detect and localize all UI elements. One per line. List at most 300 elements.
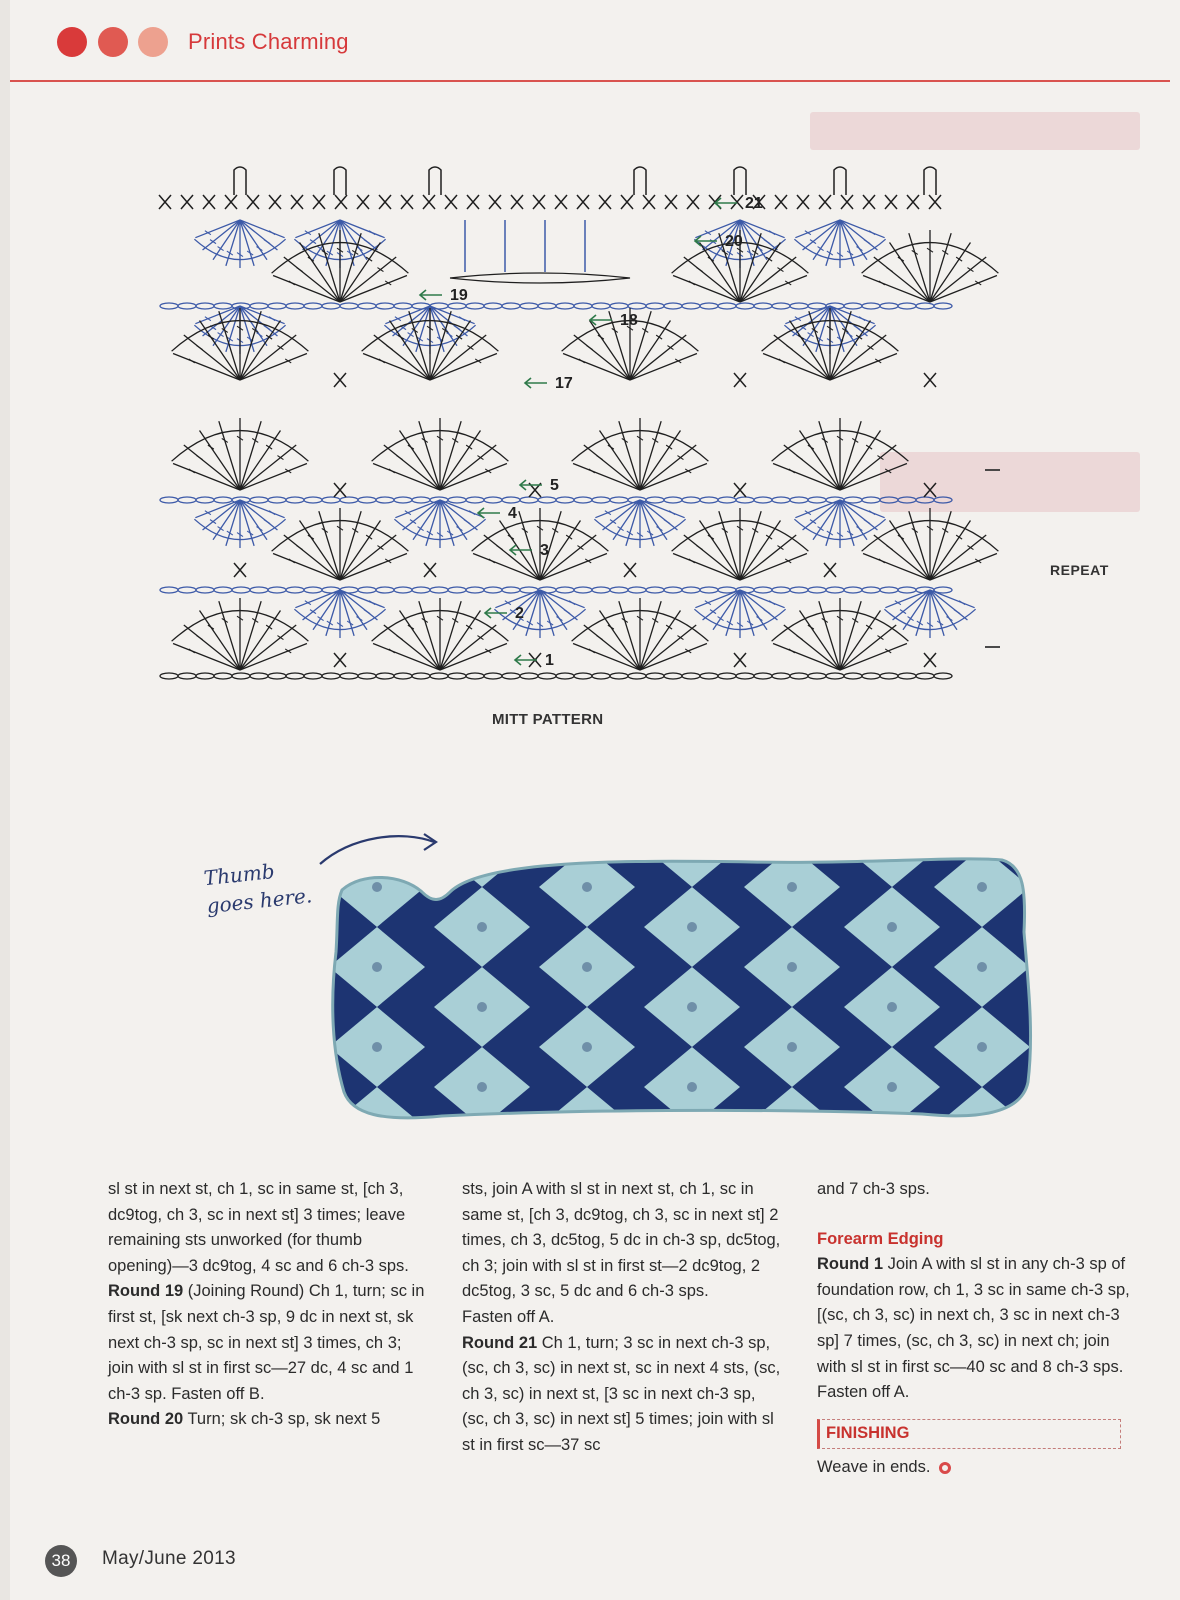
motif-center (477, 1082, 487, 1092)
chain-stitch (700, 673, 718, 679)
single-crochet-stitch (334, 373, 346, 387)
stitch-crossbar (956, 257, 962, 261)
double-crochet-stitch (640, 625, 696, 670)
chain-stitch (700, 303, 718, 309)
stitch-crossbar (218, 247, 224, 251)
single-crochet-stitch (203, 195, 215, 209)
single-crochet-stitch (665, 195, 677, 209)
chain-stitch (394, 673, 412, 679)
double-crochet-stitch (874, 535, 930, 580)
single-crochet-stitch (313, 195, 325, 209)
chain-stitch (358, 587, 376, 593)
double-crochet-stitch (893, 590, 930, 620)
chain-stitch (664, 303, 682, 309)
chain-stitch (250, 673, 268, 679)
motif-center (887, 1082, 897, 1092)
double-crochet-stitch (574, 335, 630, 380)
double-crochet-stitch (740, 257, 796, 302)
mitt-photo (322, 852, 1042, 1128)
chain-stitch (304, 497, 322, 503)
chain-stitch (520, 497, 538, 503)
double-crochet-stitch (240, 220, 277, 250)
motif-center (687, 922, 697, 932)
single-crochet-stitch (924, 483, 936, 497)
single-crochet-stitch (599, 195, 611, 209)
stitch-crossbar (764, 610, 770, 614)
double-crochet-stitch (400, 430, 440, 490)
double-crochet-stitch (273, 553, 340, 580)
double-crochet-stitch (374, 335, 430, 380)
row-direction-arrow (520, 480, 542, 490)
stitch-crossbar (297, 268, 303, 272)
stitch-crossbar (218, 333, 224, 337)
double-crochet-stitch (240, 445, 296, 490)
double-crochet-stitch (300, 242, 340, 302)
single-crochet-stitch (467, 195, 479, 209)
double-crochet-stitch (784, 625, 840, 670)
chain-stitch (358, 303, 376, 309)
double-crochet-stitch (640, 610, 680, 670)
chain-stitch (376, 587, 394, 593)
single-crochet-stitch (775, 195, 787, 209)
chain-stitch (322, 497, 340, 503)
chain-stitch (502, 587, 520, 593)
stitch-crossbar (364, 610, 370, 614)
stitch-crossbar (369, 231, 375, 235)
double-crochet-stitch (700, 520, 740, 580)
motif-center (787, 1122, 797, 1128)
double-crochet-stitch (430, 335, 486, 380)
chain-stitch (880, 303, 898, 309)
chain-stitch (736, 673, 754, 679)
header-dot-3 (138, 27, 168, 57)
double-crochet-stitch (673, 275, 740, 302)
double-crochet-stitch (400, 610, 440, 670)
chain-stitch (556, 497, 574, 503)
stitch-crossbar (397, 636, 403, 640)
chain-stitch (502, 497, 520, 503)
stitch-crossbar (318, 617, 324, 621)
chain-stitch (898, 587, 916, 593)
stitch-crossbar (466, 625, 472, 629)
stitch-crossbar (954, 610, 960, 614)
double-crochet-stitch (273, 275, 340, 302)
finishing-instruction: Weave in ends. (817, 1455, 1137, 1481)
motif-center (477, 922, 487, 932)
double-crochet-stitch (803, 500, 840, 530)
chain-stitch (646, 497, 664, 503)
double-crochet-stitch (640, 463, 707, 490)
row-direction-arrow (420, 290, 442, 300)
stitch-crossbar (256, 527, 262, 531)
chain-stitch (196, 673, 214, 679)
stitch-crossbar (269, 317, 275, 321)
chain-stitch (520, 673, 538, 679)
chain-stitch (376, 497, 394, 503)
thumb-note-line2: goes here. (205, 883, 314, 919)
chain-stitch (628, 673, 646, 679)
chain-stitch (268, 587, 286, 593)
instruction-paragraph: sts, join A with sl st in next st, ch 1, sc in same st, [ch 3, dc9tog, ch 3, sc in next st] 2 times, ch 3, dc5tog, 5 dc in ch-3 sp, dc5tog, ch 3; join with sl st in first st—2 dc9tog, 2 dc5tog, 3 sc, 5 dc and 6 ch-3 sps. (462, 1180, 781, 1301)
stitch-crossbar (269, 511, 275, 515)
stitch-crossbar (456, 527, 462, 531)
stitch-crossbar (418, 527, 424, 531)
single-crochet-stitch (269, 195, 281, 209)
double-crochet-stitch (573, 463, 640, 490)
stitch-crossbar (879, 559, 885, 563)
double-crochet-stitch (773, 463, 840, 490)
double-crochet-stitch (600, 430, 640, 490)
double-crochet-stitch (830, 353, 897, 380)
chain-stitch (268, 303, 286, 309)
motif-center (687, 1082, 697, 1092)
stitch-crossbar (787, 346, 793, 350)
chain-stitch (448, 587, 466, 593)
chain-stitch (808, 587, 826, 593)
single-crochet-stitch (687, 195, 699, 209)
chain-stitch (286, 303, 304, 309)
stitch-crossbar (689, 559, 695, 563)
row-number: 4 (508, 505, 517, 522)
chain-stitch (286, 497, 304, 503)
chain-stitch (844, 303, 862, 309)
stitch-diagram (150, 160, 1000, 700)
double-crochet-stitch (874, 257, 930, 302)
chain-stitch (790, 673, 808, 679)
stitch-crossbar (197, 346, 203, 350)
double-crochet-stitch (603, 500, 640, 530)
header-dot-2 (98, 27, 128, 57)
stitch-crossbar (818, 527, 824, 531)
chain-stitch (160, 303, 178, 309)
chain-stitch (610, 303, 628, 309)
chain-stitch (574, 497, 592, 503)
stitch-crossbar (779, 359, 785, 363)
chain-stitch (160, 587, 178, 593)
chain-stitch (160, 673, 178, 679)
double-crochet-stitch (340, 520, 380, 580)
stitch-crossbar (666, 445, 672, 449)
chain-stitch (196, 587, 214, 593)
double-crochet-stitch (563, 353, 630, 380)
chain-stitch (430, 587, 448, 593)
stitch-crossbar (566, 535, 572, 539)
double-crochet-stitch (703, 590, 740, 620)
double-crochet-stitch (863, 275, 930, 302)
chain-stitch (268, 673, 286, 679)
header-rule (10, 80, 1170, 82)
row-direction-arrow (478, 508, 500, 518)
stitch-crossbar (956, 535, 962, 539)
chain-stitch (448, 497, 466, 503)
motif-center (977, 1122, 987, 1128)
double-crochet-stitch (930, 590, 967, 620)
stitch-crossbar (789, 649, 795, 653)
stitch-crossbar (866, 625, 872, 629)
stitch-crossbar (718, 617, 724, 621)
header-dot-1 (57, 27, 87, 57)
stitch-crossbar (369, 601, 375, 605)
chain-stitch (556, 303, 574, 309)
single-crochet-stitch (423, 195, 435, 209)
chain-stitch (214, 303, 232, 309)
chain-stitch (682, 587, 700, 593)
double-crochet-stitch (240, 353, 307, 380)
chain-stitch (520, 303, 538, 309)
stitch-crossbar (959, 601, 965, 605)
thumb-note-line1: Thumb (202, 859, 276, 891)
stitch-crossbar (218, 527, 224, 531)
double-crochet-stitch (840, 430, 880, 490)
chain-stitch (628, 587, 646, 593)
stitch-crossbar (608, 625, 614, 629)
single-crochet-stitch (334, 483, 346, 497)
chain-stitch (502, 673, 520, 679)
chain-stitch (898, 673, 916, 679)
chain-stitch (934, 673, 952, 679)
round-label: Round 19 (108, 1282, 184, 1301)
diagram-caption: MITT PATTERN (492, 711, 604, 728)
double-crochet-stitch (840, 445, 896, 490)
stitch-crossbar (508, 535, 514, 539)
single-crochet-stitch (334, 653, 346, 667)
stitch-crossbar (289, 281, 295, 285)
forearm-edging-heading: Forearm Edging (817, 1229, 944, 1248)
double-crochet-stitch (630, 320, 670, 380)
row-number: 21 (745, 195, 763, 212)
single-crochet-stitch (577, 195, 589, 209)
double-crochet-stitch (340, 553, 407, 580)
motif-center (372, 1042, 382, 1052)
light-blue-motif (434, 1127, 530, 1128)
round-21-instruction: Round 21 Ch 1, turn; 3 sc in next ch-3 sp, (sc, ch 3, sc) in next st, sc in next 4 sts, (sc, ch 3, sc) in next st, [3 sc in next ch-3 sp, (sc, ch 3, sc) in next st] 5 times; join with sl st in first sc—37 sc (462, 1333, 781, 1454)
stitch-crossbar (469, 511, 475, 515)
cluster-stitch (834, 167, 846, 195)
instruction-paragraph: sl st in next st, ch 1, sc in same st, [ch 3, dc9tog, ch 3, sc in next st] 3 times; leave remaining sts unworked (for thumb opening)—3 dc9tog, 4 sc and 6 ch-3 sps. (108, 1180, 409, 1275)
double-crochet-stitch (440, 445, 496, 490)
page-gutter (0, 0, 10, 1600)
chain-stitch (880, 587, 898, 593)
instruction-paragraph: and 7 ch-3 sps. (817, 1180, 930, 1198)
chain-stitch (664, 673, 682, 679)
single-crochet-stitch (819, 195, 831, 209)
chain-stitch (772, 587, 790, 593)
single-crochet-stitch (885, 195, 897, 209)
show-through-box (810, 112, 1140, 150)
stitch-crossbar (666, 625, 672, 629)
stitch-crossbar (856, 527, 862, 531)
double-crochet-stitch (630, 353, 697, 380)
stitch-crossbar (598, 335, 604, 339)
chain-stitch (754, 497, 772, 503)
stitch-crossbar (366, 535, 372, 539)
single-crochet-stitch (357, 195, 369, 209)
single-crochet-stitch (797, 195, 809, 209)
double-crochet-stitch (340, 590, 377, 620)
text-column-3 (817, 1177, 1137, 1481)
round-20-instruction: Round 20 Turn; sk ch-3 sp, sk next 5 (108, 1410, 381, 1429)
double-crochet-stitch (390, 320, 430, 380)
single-crochet-stitch (924, 373, 936, 387)
stitch-crossbar (408, 625, 414, 629)
double-crochet-stitch (630, 335, 686, 380)
chain-stitch (934, 303, 952, 309)
single-crochet-stitch (335, 195, 347, 209)
double-crochet-stitch (673, 553, 740, 580)
chain-stitch (412, 497, 430, 503)
chain-stitch (862, 497, 880, 503)
single-crochet-stitch (424, 563, 436, 577)
stitch-crossbar (756, 617, 762, 621)
chain-stitch (736, 497, 754, 503)
single-crochet-stitch (159, 195, 171, 209)
cluster-stitch (734, 167, 746, 195)
double-crochet-stitch (203, 500, 240, 530)
stitch-crossbar (597, 456, 603, 460)
stitch-crossbar (864, 520, 870, 524)
stitch-crossbar (808, 333, 814, 337)
stitch-crossbar (266, 625, 272, 629)
row-number: 2 (515, 605, 524, 622)
stitch-crossbar (269, 231, 275, 235)
chain-stitch (718, 497, 736, 503)
stitch-crossbar (769, 231, 775, 235)
text-column-1 (108, 1177, 428, 1433)
stitch-crossbar (808, 625, 814, 629)
stitch-crossbar (398, 335, 404, 339)
double-crochet-stitch (840, 643, 907, 670)
chain-stitch (772, 303, 790, 309)
chain-stitch (862, 673, 880, 679)
double-crochet-stitch (640, 643, 707, 670)
double-crochet-stitch (840, 500, 877, 530)
double-crochet-stitch (890, 242, 930, 302)
double-crochet-stitch (284, 535, 340, 580)
motif-center (787, 1042, 797, 1052)
chain-stitch (772, 497, 790, 503)
single-crochet-stitch (225, 195, 237, 209)
single-crochet-stitch (929, 195, 941, 209)
stitch-crossbar (459, 317, 465, 321)
chain-stitch (286, 587, 304, 593)
chain-stitch (754, 673, 772, 679)
motif-center (582, 962, 592, 972)
row-number: 18 (620, 312, 638, 329)
stitch-crossbar (489, 559, 495, 563)
row-direction-arrow (695, 236, 717, 246)
stitch-crossbar (387, 346, 393, 350)
double-crochet-stitch (890, 520, 930, 580)
stitch-crossbar (798, 335, 804, 339)
double-crochet-stitch (740, 590, 777, 620)
stitch-crossbar (656, 527, 662, 531)
double-crochet-stitch (430, 353, 497, 380)
single-crochet-stitch (731, 195, 743, 209)
chain-stitch (916, 497, 934, 503)
stitch-crossbar (264, 240, 270, 244)
double-crochet-stitch (640, 445, 696, 490)
chain-stitch (502, 303, 520, 309)
double-crochet-stitch (240, 463, 307, 490)
single-crochet-stitch (621, 195, 633, 209)
chain-stitch (736, 303, 754, 309)
chain-stitch (484, 497, 502, 503)
chain-stitch (412, 587, 430, 593)
chain-stitch (790, 587, 808, 593)
double-crochet-stitch (840, 625, 896, 670)
round-label: Round 20 (108, 1410, 184, 1429)
row-number: 3 (540, 542, 549, 559)
double-crochet-stitch (240, 320, 280, 380)
single-crochet-stitch (841, 195, 853, 209)
stitch-crossbar (697, 546, 703, 550)
stitch-crossbar (379, 359, 385, 363)
stitch-crossbar (256, 333, 262, 337)
double-crochet-stitch (340, 535, 396, 580)
motif-center (372, 882, 382, 892)
round-label: Round 21 (462, 1333, 538, 1352)
finishing-heading: FINISHING (817, 1419, 1121, 1450)
stitch-crossbar (208, 625, 214, 629)
chain-stitch (232, 587, 250, 593)
double-crochet-stitch (863, 553, 930, 580)
single-crochet-stitch (511, 195, 523, 209)
double-crochet-stitch (684, 535, 740, 580)
chain-stitch (808, 673, 826, 679)
single-crochet-stitch (555, 195, 567, 209)
stitch-crossbar (708, 535, 714, 539)
row-direction-arrow (515, 655, 537, 665)
cluster-stitch (429, 167, 441, 195)
chain-stitch (844, 587, 862, 593)
stitch-crossbar (466, 445, 472, 449)
chain-stitch (772, 673, 790, 679)
stitch-crossbar (898, 257, 904, 261)
stitch-crossbar (879, 281, 885, 285)
stitch-crossbar (818, 247, 824, 251)
row-number: 19 (450, 287, 468, 304)
chain-stitch (232, 673, 250, 679)
double-crochet-stitch (640, 430, 680, 490)
double-crochet-stitch (200, 320, 240, 380)
chain-stitch (610, 587, 628, 593)
stitch-crossbar (866, 445, 872, 449)
chain-stitch (682, 303, 700, 309)
chain-stitch (592, 587, 610, 593)
stitch-crossbar (869, 231, 875, 235)
single-crochet-stitch (734, 653, 746, 667)
double-crochet-stitch (740, 520, 780, 580)
chain-stitch (844, 673, 862, 679)
chain-stitch (610, 497, 628, 503)
stitch-crossbar (859, 317, 865, 321)
chain-stitch (340, 303, 358, 309)
stitch-crossbar (189, 359, 195, 363)
stitch-crossbar (556, 617, 562, 621)
motif-center (977, 1042, 987, 1052)
double-crochet-stitch (173, 463, 240, 490)
repeat-bracket (985, 470, 1000, 647)
single-crochet-stitch (643, 195, 655, 209)
double-crochet-stitch (184, 335, 240, 380)
stitch-crossbar (389, 649, 395, 653)
double-crochet-stitch (303, 590, 340, 620)
double-crochet-stitch (300, 520, 340, 580)
page-number: 38 (45, 1545, 77, 1577)
page-header (0, 0, 1180, 82)
chain-stitch (574, 303, 592, 309)
double-crochet-stitch (584, 445, 640, 490)
